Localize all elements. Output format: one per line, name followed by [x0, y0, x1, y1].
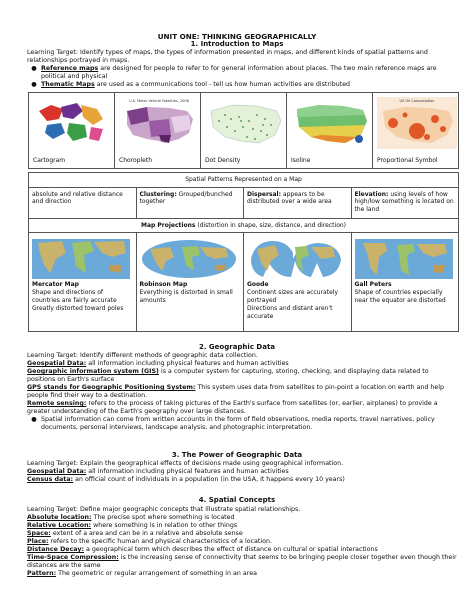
map-type-label: Isoline [291, 157, 311, 165]
projection-name: Goode [247, 281, 269, 289]
projections-header [29, 218, 458, 234]
map-type-dot-density [201, 93, 287, 168]
section-2-heading: 2. Geographic Data [198, 343, 276, 351]
remote-sensing-def [27, 400, 457, 416]
pattern-term: Dispersal: [247, 190, 282, 198]
concept-def: where something is in relation to other things [91, 522, 238, 530]
concept-item [27, 554, 457, 570]
def-census-data: an official count of individuals in a population (in the USA, it happens every 10 years) [73, 476, 345, 484]
gall-peters-map-image [355, 239, 453, 279]
pattern-text: appears to be distributed over a wide area [247, 190, 332, 206]
projection-desc: Shape and directions of countries are fairly accurate Greatly distorted toward poles [32, 289, 124, 312]
pattern-term: Elevation: [354, 190, 389, 198]
page-title: UNIT ONE: THINKING GEOGRAPHICALLY [157, 32, 317, 41]
concept-term: Pattern: [27, 570, 57, 578]
gis-def [27, 368, 457, 384]
concept-term: Relative Location: [27, 522, 92, 530]
concept-def: extent of a area and can be in a relative and absolute sense [50, 530, 243, 538]
concept-term: Place: [27, 538, 49, 546]
projection-desc: Everything is distorted in small amounts [139, 289, 233, 304]
section-3-body [27, 460, 457, 484]
concept-def: a geographical term which describes the effect of distance on cultural or spatial interactions [83, 546, 378, 554]
pattern-cell [137, 188, 245, 218]
learning-target-4: Learning Target: Define major geographic concepts that illustrate spatial relationships. [27, 506, 301, 513]
isoline-map-image [291, 97, 371, 149]
projections-header-note: (distortion in shape, size, distance, and direction) [195, 221, 347, 229]
section-1-heading: 1. Introduction to Maps [190, 40, 284, 48]
pattern-cell [244, 188, 352, 218]
term-reference-maps: Reference maps [41, 65, 99, 73]
bullet-reference-maps [27, 65, 457, 81]
dot-density-map-image [205, 97, 285, 149]
concept-item [27, 530, 457, 538]
concept-def: is the increasing sense of connectivity that seems to be bringing people closer together even though their distances are the same [27, 554, 457, 570]
section-1-intro [27, 49, 457, 89]
def-reference-maps: are designed for people to refer to for general information about places. The two main reference maps are political and physical [41, 65, 437, 81]
goode-map-image [247, 239, 345, 279]
projection-mercator [29, 233, 137, 331]
map-type-label: Choropleth [119, 157, 152, 165]
learning-target-3: Learning Target: Explain the geographical effects of decisions made using geographical information. [27, 460, 344, 467]
thumb-title: U.S. Motor Vehicle Fatalities, 2008 [129, 99, 189, 103]
census-data-def [27, 476, 457, 484]
def-remote-sensing: refers to the process of taking pictures of the Earth's surface from satellites (or, earlier, airplanes) to provide a greater understanding of the Earth's geography over large distances. [27, 400, 438, 416]
projection-name: Mercator Map [32, 281, 79, 289]
learning-target-1: Learning Target: Identify types of maps, the types of information presented in maps, and different kinds of spatial patterns and relationships portrayed in maps. [27, 49, 428, 65]
concept-item [27, 546, 457, 554]
learning-target-2: Learning Target: Identify different methods of geographic data collection. [27, 352, 258, 359]
map-type-label: Dot Density [205, 157, 241, 165]
pattern-text: absolute and relative distance and direction [32, 190, 123, 206]
concept-def: The geometric or regular arrangement of something in an area [56, 570, 257, 578]
projection-robinson [137, 233, 245, 331]
def-geospatial-data: all information including physical features and human activities [86, 360, 289, 368]
def-gps: This system uses data from satellites to pin-point a location on earth and help people find their way to a destination. [27, 384, 445, 400]
pattern-term: Clustering: [139, 190, 177, 198]
map-type-cartogram [29, 93, 115, 168]
choropleth-map-image [119, 97, 199, 149]
term-remote-sensing: Remote sensing: [27, 400, 87, 408]
concept-def: The precise spot where something is located [91, 514, 235, 522]
term-census-data: Census data: [27, 476, 74, 484]
concept-term: Absolute location: [27, 514, 92, 522]
concept-term: Space: [27, 530, 51, 538]
cartogram-map-image [33, 97, 109, 149]
bullet-spatial-information [27, 416, 457, 432]
bullet-dot-icon: ● [31, 81, 37, 89]
bullet-thematic-maps [27, 81, 457, 89]
spatial-patterns-table [28, 172, 459, 332]
gps-def [27, 384, 457, 400]
pattern-text: Grouped/bunched together [139, 190, 233, 206]
map-type-proportional-symbol [373, 93, 458, 168]
term-geospatial-data: Geospatial Data: [27, 360, 87, 368]
section-3-heading: 3. The Power of Geographic Data [171, 451, 303, 459]
bullet-dot-icon: ● [31, 416, 37, 424]
term-gis: Geographic information system (GIS) [27, 368, 159, 376]
pattern-cell [352, 188, 459, 218]
map-type-isoline [287, 93, 373, 168]
section-4-heading: 4. Spatial Concepts [198, 496, 276, 504]
projection-goode [244, 233, 352, 331]
thumb-title: US Oil Consumption [399, 99, 435, 103]
concept-item [27, 514, 457, 522]
robinson-map-image [140, 239, 238, 279]
mercator-map-image [32, 239, 130, 279]
pattern-cell [29, 188, 137, 218]
def-gis: is a computer system for capturing, storing, checking, and displaying data related to positions on Earth's surface [27, 368, 429, 384]
def-geospatial-data: all information including physical features and human activities [86, 468, 289, 476]
projections-row [29, 233, 458, 331]
concept-term: Time-Space Compression: [27, 554, 119, 562]
bullet-dot-icon: ● [31, 65, 37, 73]
def-thematic-maps: are used as a communications tool - tell us how human activities are distributed [94, 81, 351, 89]
projection-name: Gall Peters [354, 281, 392, 289]
section-4-body [27, 506, 457, 578]
map-type-label: Proportional Symbol [377, 157, 438, 165]
geospatial-data-def [27, 360, 457, 368]
map-type-choropleth [115, 93, 201, 168]
section-2-body [27, 352, 457, 432]
projection-gall-peters [352, 233, 459, 331]
concept-def: refers to the specific human and physical characteristics of a location. [48, 538, 272, 546]
projection-desc: Shape of countries especially near the equator are distorted [354, 289, 446, 304]
pattern-text: using levels of how high/low something is located on the land [354, 190, 454, 214]
term-thematic-maps: Thematic Maps [41, 81, 95, 89]
geospatial-data-def-2 [27, 468, 457, 476]
spatial-patterns-row [29, 188, 458, 218]
concept-item [27, 538, 457, 546]
concept-item [27, 570, 457, 578]
proportional-symbol-map-image [377, 97, 457, 149]
projection-desc: Continent sizes are accurately portrayed Directions and distant aren't accurate [247, 289, 338, 320]
spatial-patterns-header: Spatial Patterns Represented on a Map [29, 173, 458, 188]
map-type-label: Cartogram [33, 157, 66, 165]
term-geospatial-data: Geospatial Data: [27, 468, 87, 476]
projections-header-title: Map Projections [140, 221, 196, 229]
map-types-row [28, 92, 459, 169]
concept-item [27, 522, 457, 530]
projection-name: Robinson Map [139, 281, 188, 289]
concept-term: Distance Decay: [27, 546, 84, 554]
term-gps: GPS stands for Geographic Positioning System: [27, 384, 196, 392]
bullet-text: Spatial information can come from written accounts in the form of field observations, media reports, travel narratives, policy documents, personal interviews, landscape analysis, and photographic interpretation. [41, 416, 435, 432]
